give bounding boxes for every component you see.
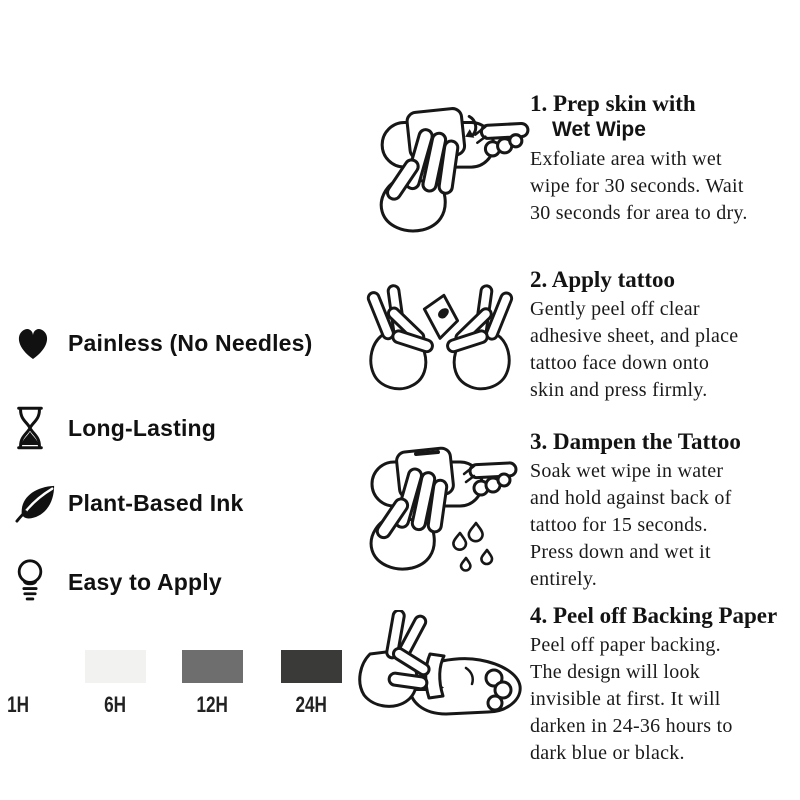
illustration-step-2 [360, 266, 520, 398]
step-subtitle: Wet Wipe [552, 118, 646, 141]
step-title: 1. Prep skin with [530, 91, 696, 116]
stage-label: 12H [196, 692, 228, 717]
timeline-stage-6h [79, 650, 151, 718]
illustration-step-3 [360, 424, 527, 582]
step-body [530, 146, 800, 227]
step-3 [530, 428, 800, 593]
illustration-step-4 [354, 610, 524, 738]
stage-label: 1H [7, 692, 29, 717]
feature-label: Plant-Based Ink [68, 489, 244, 516]
body-line: adhesive sheet, and place [530, 325, 739, 347]
hourglass-icon [14, 405, 68, 451]
lightbulb-icon [14, 558, 68, 606]
body-line: Gently peel off clear [530, 298, 700, 320]
body-line: 30 seconds for area to dry. [530, 202, 748, 224]
step-2 [530, 266, 800, 404]
step-4 [530, 602, 800, 767]
timeline-stage-12h [176, 650, 248, 718]
body-line: skin and press firmly. [530, 379, 708, 401]
body-line: darken in 24-36 hours to [530, 715, 733, 737]
feature-label: Easy to Apply [68, 568, 222, 595]
stage-label: 6H [104, 692, 126, 717]
body-line: Soak wet wipe in water [530, 460, 724, 482]
color-swatch [281, 650, 342, 683]
feature-label: Painless (No Needles) [68, 329, 313, 356]
body-line: dark blue or black. [530, 742, 685, 764]
body-line: The design will look [530, 661, 700, 683]
body-line: Exfoliate area with wet [530, 148, 722, 170]
timeline-stage-1h [0, 650, 54, 718]
hand-wiping-arm-icon [370, 84, 532, 236]
feature-easy-apply [14, 558, 222, 606]
feature-label: Long-Lasting [68, 414, 217, 441]
color-swatch [0, 650, 49, 683]
body-line: and hold against back of [530, 487, 732, 509]
heart-icon [14, 324, 68, 362]
hand-dampening-tattoo-icon [360, 424, 527, 582]
feature-long-lasting [14, 404, 216, 452]
body-line: tattoo face down onto [530, 352, 710, 374]
color-swatch [182, 650, 243, 683]
step-body [530, 458, 800, 593]
body-line: wipe for 30 seconds. Wait [530, 175, 744, 197]
body-line: Press down and wet it [530, 541, 711, 563]
timeline-stage-24h [275, 650, 347, 718]
illustration-step-1 [370, 84, 532, 236]
leaf-icon [14, 482, 68, 524]
body-line: entirely. [530, 568, 598, 590]
step-title: 3. Dampen the Tattoo [530, 429, 741, 454]
feature-plant-based [14, 479, 244, 527]
step-1 [530, 90, 800, 227]
stage-label: 24H [295, 692, 327, 717]
body-line: tattoo for 15 seconds. [530, 514, 708, 536]
body-line: invisible at first. It will [530, 688, 721, 710]
step-title: 4. Peel off Backing Paper [530, 603, 778, 628]
color-swatch [85, 650, 146, 683]
step-title: 2. Apply tattoo [530, 267, 676, 292]
step-body [530, 632, 800, 767]
step-body [530, 296, 800, 404]
hand-peeling-backing-paper-icon [354, 610, 524, 738]
hands-peeling-clear-sheet-icon [360, 266, 520, 398]
feature-painless [14, 319, 313, 367]
body-line: Peel off paper backing. [530, 634, 721, 656]
